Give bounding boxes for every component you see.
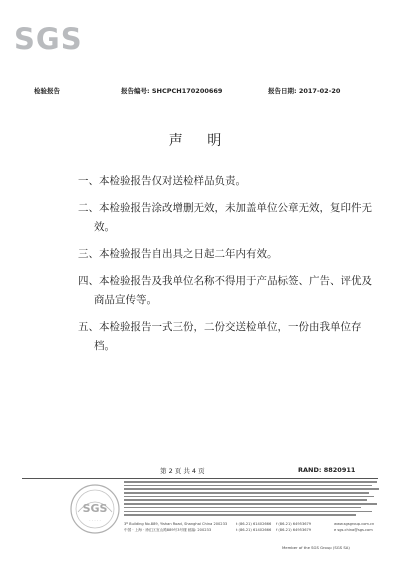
report-type: 检验报告 xyxy=(34,87,60,95)
fax-en: f (86-21) 64953679 xyxy=(276,522,312,526)
report-header xyxy=(0,86,400,98)
sgs-logo: SGS xyxy=(14,22,83,56)
footer-divider xyxy=(22,478,378,479)
website: www.sgsgroup.com.cn xyxy=(334,522,375,526)
address-cn: 中国 · 上海 · 徐汇区宜山路889号3号楼 邮编: 200233 xyxy=(124,528,212,532)
page-title: 声 明 xyxy=(168,133,232,149)
phone-en: t (86-21) 61402666 xyxy=(236,522,272,526)
svg-text:SGS: SGS xyxy=(82,502,108,515)
email: e sgs.china@sgs.com xyxy=(334,528,373,532)
sgs-seal-icon xyxy=(68,482,122,536)
statement-3: 三、本检验报告自出具之日起二年内有效。 xyxy=(78,248,278,260)
phone-cn: t (86-21) 61402666 xyxy=(236,528,272,532)
report-date: 报告日期: 2017-02-20 xyxy=(268,87,341,95)
rand-code: RAND: 8820911 xyxy=(298,466,356,474)
statement-5: 五、本检验报告一式三份，二份交送检单位，一份由我单位存档。 xyxy=(78,321,362,352)
address-en: 3º Building No.889, Yishan Road, Shanghai China 200233 xyxy=(124,522,228,526)
statement-4: 四、本检验报告及我单位名称不得用于产品标签、广告、评优及商品宣传等。 xyxy=(78,275,372,306)
fax-cn: f (86-21) 64953679 xyxy=(276,528,312,532)
disclaimer-text xyxy=(124,481,382,523)
statement-1: 一、本检验报告仅对送检样品负责。 xyxy=(78,175,246,187)
address-block xyxy=(124,521,382,533)
svg-text:· · · · ·: · · · · · xyxy=(89,518,101,523)
member-statement: Member of the SGS Group (SGS SA) xyxy=(282,545,350,550)
report-number: 报告编号: SHCPCH170200669 xyxy=(121,87,223,95)
statement-list xyxy=(78,172,374,364)
address-line-cn xyxy=(124,527,382,533)
page-number: 第 2 页 共 4 页 xyxy=(160,467,205,475)
statement-2: 二、本检验报告涂改增删无效，未加盖单位公章无效，复印件无效。 xyxy=(78,202,372,233)
